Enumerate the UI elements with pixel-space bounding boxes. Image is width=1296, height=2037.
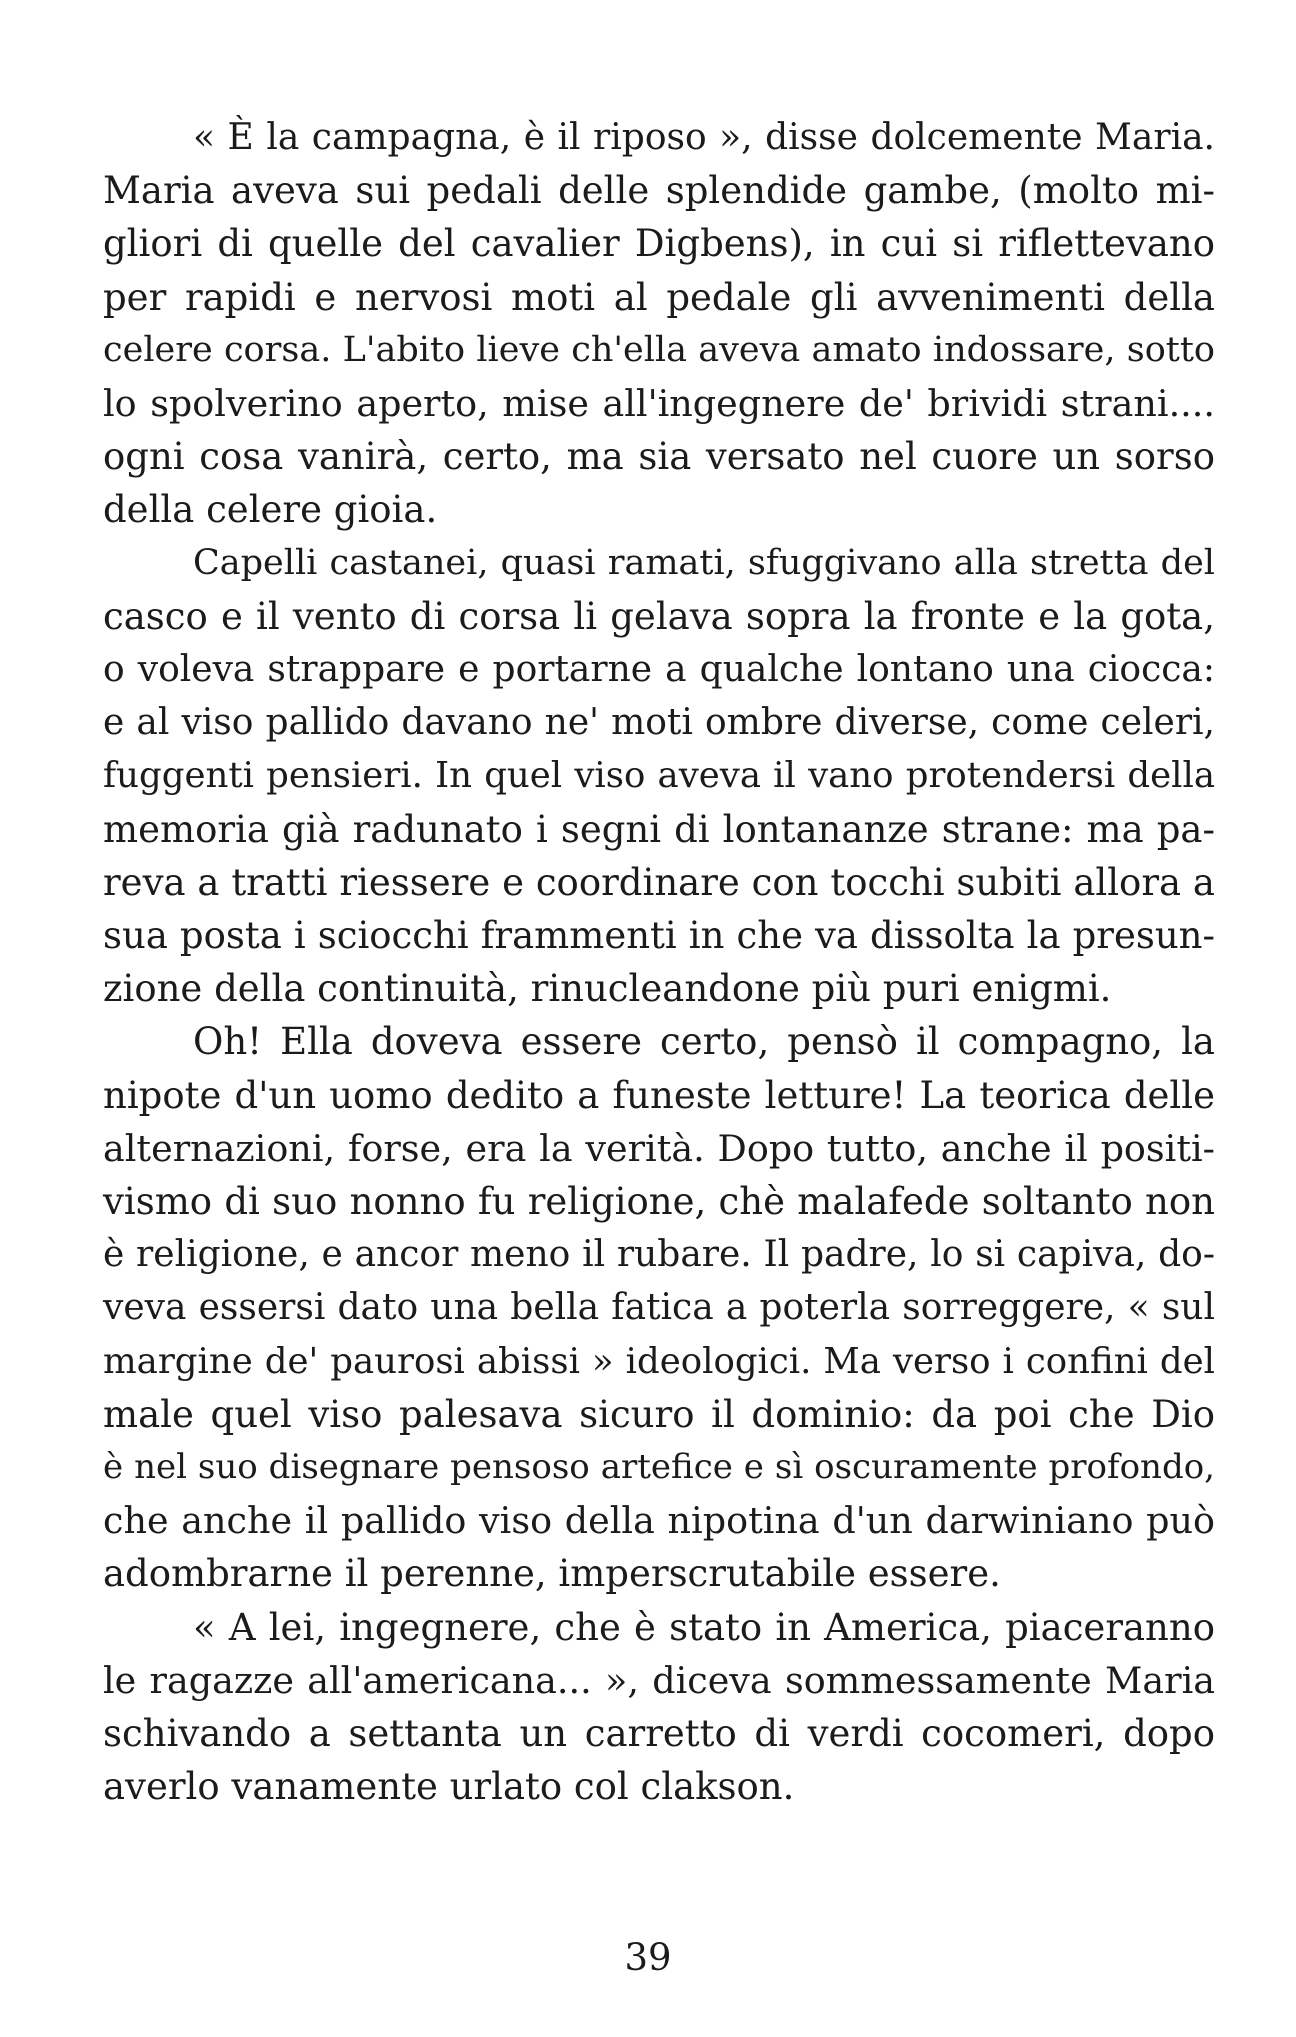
text-line: schivando a settanta un carretto di verdi cocomeri, dopo xyxy=(103,1712,1215,1756)
paragraph-3 xyxy=(103,1015,1215,1600)
text-line: adombrarne il perenne, imperscrutabile essere. xyxy=(103,1552,1001,1596)
text-line: alternazioni, forse, era la verità. Dopo tutto, anche il positi- xyxy=(103,1126,1215,1170)
text-line: sua posta i sciocchi frammenti in che va dissolta la presun- xyxy=(103,914,1215,958)
text-line: lo spolverino aperto, mise all'ingegnere de' brividi strani.... xyxy=(103,382,1215,426)
text-line: e al viso pallido davano ne' moti ombre diverse, come celeri, xyxy=(103,702,1215,744)
text-line: Capelli castanei, quasi ramati, sfuggivano alla stretta del xyxy=(193,542,1215,583)
text-line: nipote d'un uomo dedito a funeste letture! La teorica delle xyxy=(103,1073,1215,1117)
page-number: 39 xyxy=(624,1936,672,1979)
text-line: « È la campagna, è il riposo », disse dolcemente Maria. xyxy=(193,117,1215,158)
text-line: fuggenti pensieri. In quel viso aveva il vano protendersi della xyxy=(103,755,1215,797)
text-line: ogni cosa vanirà, certo, ma sia versato nel cuore un sorso xyxy=(103,435,1215,479)
text-line: reva a tratti riessere e coordinare con tocchi subiti allora a xyxy=(103,860,1215,904)
text-line: zione della continuità, rinucleandone più puri enigmi. xyxy=(103,967,1112,1011)
text-line: « A lei, ingegnere, che è stato in America, piaceranno xyxy=(193,1605,1215,1649)
paragraph-4 xyxy=(103,1601,1215,1814)
text-line: Maria aveva sui pedali delle splendide gambe, (molto mi- xyxy=(103,169,1215,213)
paragraph-1 xyxy=(103,111,1215,537)
text-line: per rapidi e nervosi moti al pedale gli avvenimenti della xyxy=(103,275,1215,319)
text-line: casco e il vento di corsa li gelava sopra la fronte e la gota, xyxy=(103,594,1215,638)
text-line: male quel viso palesava sicuro il dominio: da poi che Dio xyxy=(103,1392,1215,1436)
text-line: le ragazze all'americana... », diceva sommessamente Maria xyxy=(103,1658,1215,1702)
text-line: veva essersi dato una bella fatica a poterla sorreggere, « sul xyxy=(103,1287,1215,1329)
text-line: è religione, e ancor meno il rubare. Il padre, lo si capiva, do- xyxy=(103,1234,1215,1276)
text-line: o voleva strappare e portarne a qualche lontano una ciocca: xyxy=(103,649,1215,691)
text-line: della celere gioia. xyxy=(103,488,438,532)
text-line: celere corsa. L'abito lieve ch'ella aveva amato indossare, sotto xyxy=(103,329,1215,370)
text-line: vismo di suo nonno fu religione, chè malafede soltanto non xyxy=(103,1180,1215,1224)
text-line: memoria già radunato i segni di lontananze strane: ma pa- xyxy=(103,807,1215,851)
text-line: è nel suo disegnare pensoso artefice e sì oscuramente profondo, xyxy=(103,1447,1215,1488)
text-line: margine de' paurosi abissi » ideologici. Ma verso i confini del xyxy=(103,1340,1215,1382)
text-line: gliori di quelle del cavalier Digbens), in cui si riflettevano xyxy=(103,222,1215,266)
paragraph-2 xyxy=(103,537,1215,1016)
text-line: Oh! Ella doveva essere certo, pensò il compagno, la xyxy=(193,1020,1215,1064)
text-line: averlo vanamente urlato col clakson. xyxy=(103,1765,795,1809)
body-text xyxy=(103,111,1215,1814)
text-line: che anche il pallido viso della nipotina d'un darwiniano può xyxy=(103,1499,1215,1543)
